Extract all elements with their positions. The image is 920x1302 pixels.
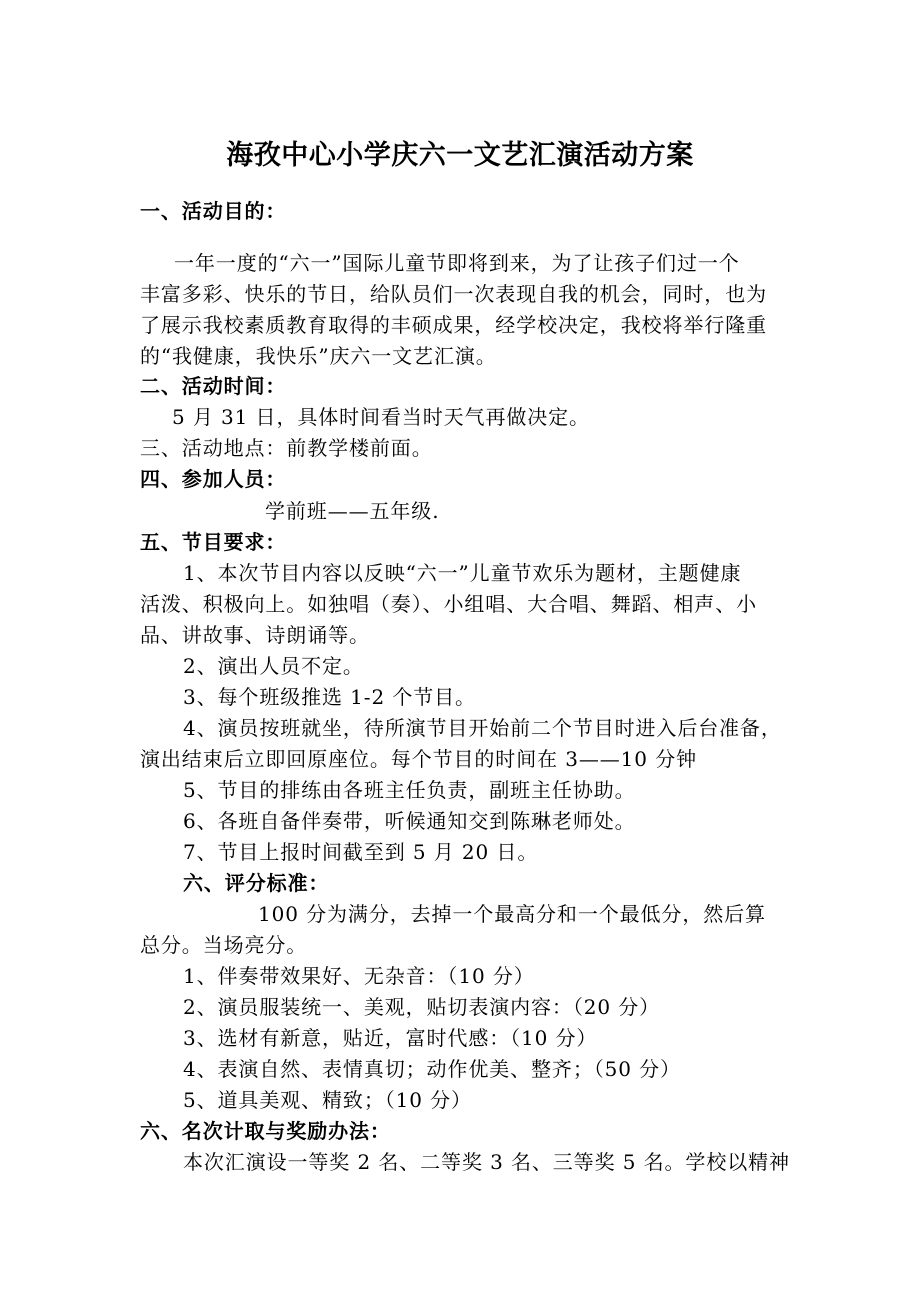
list-item: 1、本次节目内容以反映“六一”儿童节欢乐为题材，主题健康: [183, 561, 742, 585]
list-item: 5、节目的排练由各班主任负责，副班主任协助。: [183, 778, 636, 802]
paragraph-line: 总分。当场亮分。: [140, 933, 308, 957]
section-heading-awards: 六、名次计取与奖励办法：: [140, 1119, 391, 1143]
paragraph-line: 学前班——五年级.: [265, 499, 440, 523]
paragraph-line: 丰富多彩、快乐的节日，给队员们一次表现自我的机会，同时，也为: [140, 282, 767, 306]
paragraph-line: 了展示我校素质教育取得的丰硕成果，经学校决定，我校将举行隆重: [140, 313, 767, 337]
paragraph-line: 一年一度的“六一”国际儿童节即将到来，为了让孩子们过一个: [174, 251, 740, 275]
paragraph-line: 100 分为满分，去掉一个最高分和一个最低分，然后算: [258, 902, 766, 926]
document-title: 海孜中心小学庆六一文艺汇演活动方案: [226, 140, 694, 171]
paragraph-line: 的“我健康，我快乐”庆六一文艺汇演。: [140, 344, 497, 368]
criteria-item: 5、道具美观、精致；（10 分）: [183, 1088, 472, 1112]
list-item-continued: 演出结束后立即回原座位。每个节目的时间在 3——10 分钟: [140, 747, 697, 771]
criteria-item: 4、表演自然、表情真切；动作优美、整齐；（50 分）: [183, 1057, 681, 1081]
criteria-item: 1、伴奏带效果好、无杂音：（10 分）: [183, 964, 535, 988]
criteria-item: 2、演员服装统一、美观，贴切表演内容：（20 分）: [183, 995, 661, 1019]
paragraph-line: 本次汇演设一等奖 2 名、二等奖 3 名、三等奖 5 名。学校以精神: [183, 1150, 790, 1174]
section-location: 三、活动地点：前教学楼前面。: [140, 436, 433, 460]
list-item-continued: 活泼、积极向上。如独唱（奏）、小组唱、大合唱、舞蹈、相声、小: [140, 592, 757, 616]
criteria-item: 3、选材有新意，贴近，富时代感：（10 分）: [183, 1026, 598, 1050]
list-item: 3、每个班级推选 1-2 个节目。: [183, 685, 476, 709]
section-heading-participants: 四、参加人员：: [140, 467, 287, 491]
section-heading-time: 二、活动时间：: [140, 374, 287, 398]
list-item: 2、演出人员不定。: [183, 654, 364, 678]
section-heading-purpose: 一、活动目的：: [140, 199, 287, 223]
list-item: 6、各班自备伴奏带，听候通知交到陈琳老师处。: [183, 809, 636, 833]
list-item: 4、演员按班就坐，待所演节目开始前二个节目时进入后台准备，: [183, 716, 782, 740]
list-item-continued: 品、讲故事、诗朗诵等。: [140, 623, 370, 647]
section-heading-program-requirements: 五、节目要求：: [140, 530, 287, 554]
paragraph-line: 5 月 31 日，具体时间看当时天气再做决定。: [172, 405, 590, 429]
section-heading-scoring: 六、评分标准：: [183, 871, 330, 895]
list-item: 7、节目上报时间截至到 5 月 20 日。: [183, 840, 539, 864]
